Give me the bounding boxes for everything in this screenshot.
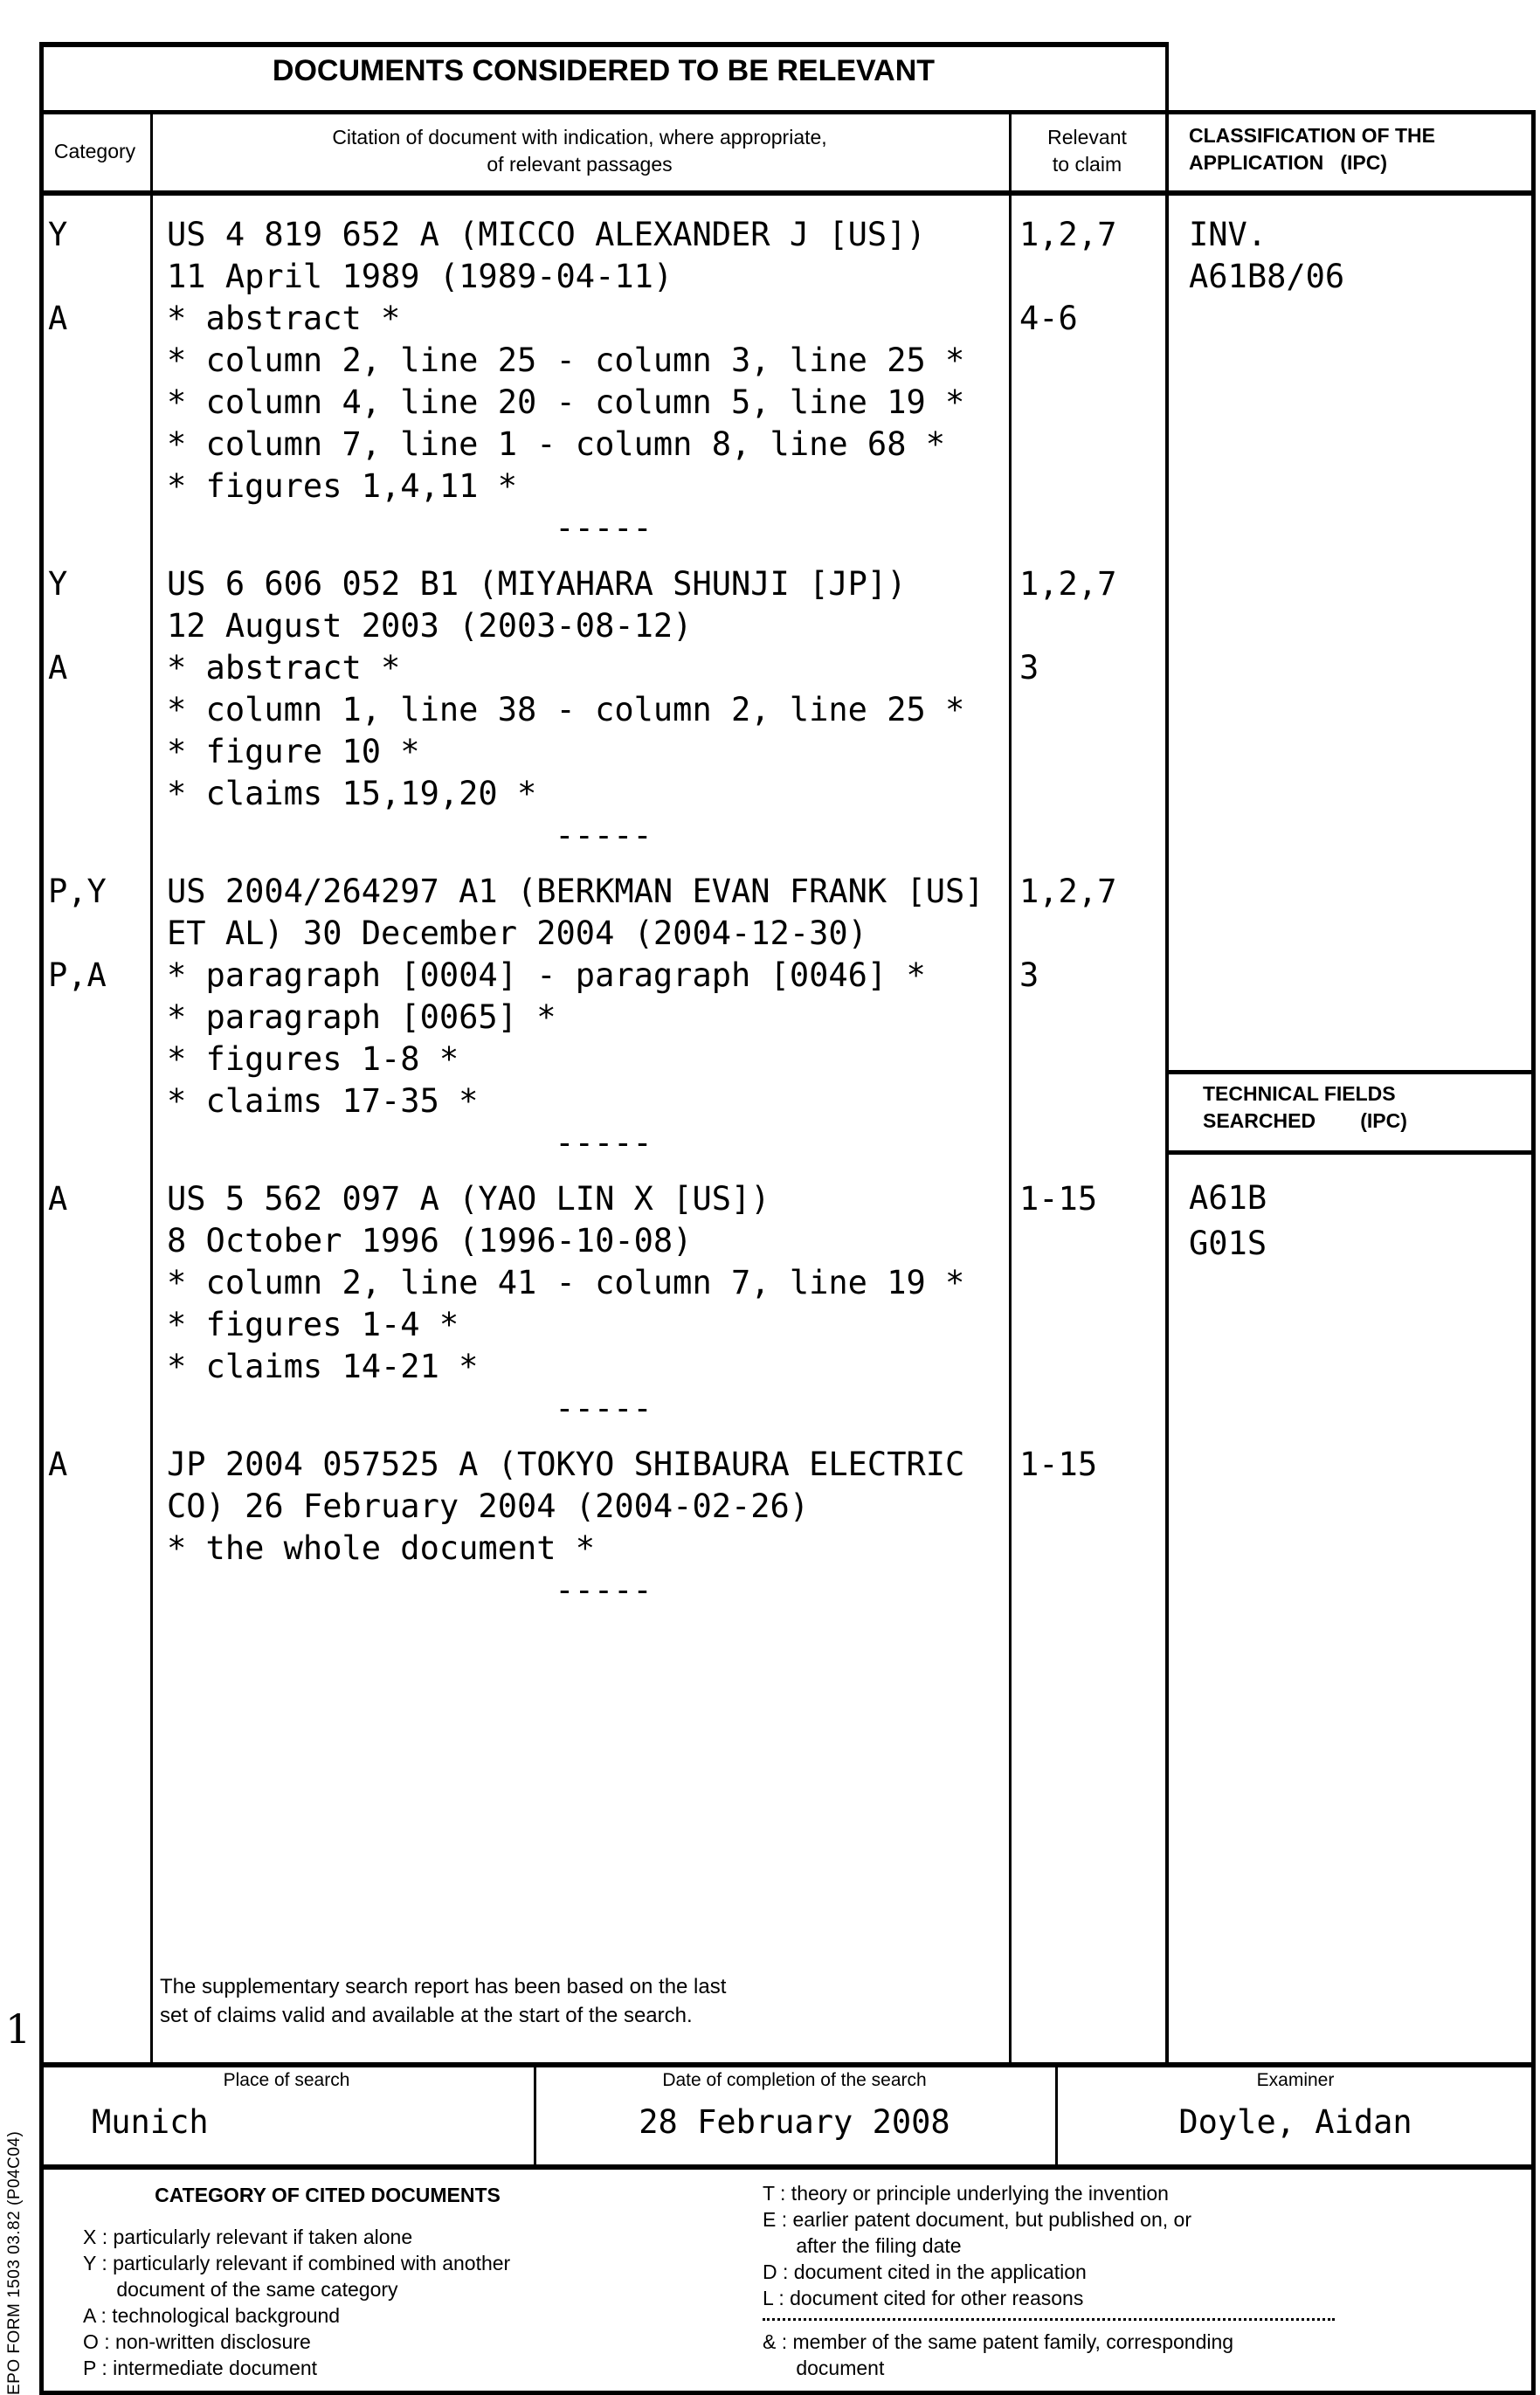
doc5-categories: A: [48, 1446, 68, 1483]
date-of-completion-label: Date of completion of the search: [662, 2070, 927, 2090]
search-report-table: [39, 42, 1536, 2395]
column-header-category: Category: [53, 140, 136, 162]
title-bottom-line: [39, 110, 1536, 114]
doc4-categories: A: [48, 1180, 68, 1218]
doc1-citation: US 4 819 652 A (MICCO ALEXANDER J [US]) 11 April 1989 (1989-04-11) * abstract * * column 2, line 25 - column 3, line 25 * * column 4, line 20 - column 5, line 19 * * column 7, line 1 - column 8, line 68 * * figures 1,4,11 *: [167, 216, 965, 505]
border-bottom: [39, 2391, 1536, 2395]
doc3-categories: P,Y P,A: [48, 873, 107, 994]
epo-form-side-label: EPO FORM 1503 03.82 (P04C04): [5, 2130, 24, 2395]
doc1-claims: 1,2,7 4-6: [1019, 216, 1117, 337]
tech-fields-bottom-line: [1168, 1150, 1536, 1155]
footer-bottom-line: [39, 2164, 1536, 2170]
column-header-citation: Citation of document with indication, where appropriate, of relevant passages: [332, 126, 827, 176]
relevant-divider: [1009, 110, 1012, 2067]
doc2-categories: Y A: [48, 565, 68, 687]
doc5-separator: -----: [555, 1571, 653, 1609]
page-number: 1: [5, 2005, 31, 2053]
doc1-separator: -----: [555, 509, 653, 547]
doc5-citation: JP 2004 057525 A (TOKYO SHIBAURA ELECTRIC CO) 26 February 2004 (2004-02-26) * the whole document *: [167, 1446, 965, 1567]
border-left: [39, 42, 44, 2395]
technical-fields-heading: TECHNICAL FIELDS SEARCHED (IPC): [1203, 1082, 1407, 1132]
doc4-separator: -----: [555, 1390, 653, 1427]
legend-patent-family-note: & : member of the same patent family, corresponding document: [763, 2330, 1234, 2379]
classification-values: INV. A61B8/06: [1189, 216, 1345, 295]
supplementary-search-note: The supplementary search report has been based on the last set of claims valid and available at the start of the search.: [160, 1975, 727, 2027]
doc3-claims: 1,2,7 3: [1019, 873, 1117, 994]
header-bottom-line: [39, 190, 1536, 196]
doc4-citation: US 5 562 097 A (YAO LIN X [US]) 8 October 1996 (1996-10-08) * column 2, line 41 - column 7, line 19 * * figures 1-4 * * claims 14-21 *: [167, 1180, 965, 1385]
dotted-separator: [763, 2318, 1335, 2321]
doc5-claims: 1-15: [1019, 1446, 1098, 1483]
technical-fields-values: A61B G01S: [1189, 1179, 1267, 1262]
examiner-label: Examiner: [1256, 2070, 1335, 2090]
doc1-categories: Y A: [48, 216, 68, 337]
legend-citation-symbols: T : theory or principle underlying the invention E : earlier patent document, but published on, or after the filing date D : document cited in the application L : document cited for other reasons: [763, 2182, 1191, 2309]
doc3-citation: US 2004/264297 A1 (BERKMAN EVAN FRANK [US] ET AL) 30 December 2004 (2004-12-30) * paragraph [0004] - paragraph [0046] * * paragraph [0065] * * figures 1-8 * * claims 17-35 *: [167, 873, 984, 1120]
doc2-claims: 1,2,7 3: [1019, 565, 1117, 687]
doc3-separator: -----: [555, 1124, 653, 1162]
date-of-completion-value: 28 February 2008: [639, 2103, 950, 2141]
column-header-relevant: Relevant to claim: [1047, 126, 1127, 176]
doc2-separator: -----: [555, 817, 653, 854]
table-title: DOCUMENTS CONSIDERED TO BE RELEVANT: [272, 54, 936, 87]
body-bottom-line: [39, 2062, 1536, 2067]
category-divider: [150, 110, 153, 2067]
place-of-search-value: Munich: [92, 2103, 209, 2141]
classification-divider: [1165, 42, 1169, 2067]
doc4-claims: 1-15: [1019, 1180, 1098, 1218]
examiner-value: Doyle, Aidan: [1178, 2103, 1412, 2141]
place-of-search-label: Place of search: [223, 2070, 350, 2090]
tech-fields-top-line: [1168, 1070, 1536, 1074]
doc2-citation: US 6 606 052 B1 (MIYAHARA SHUNJI [JP]) 12 August 2003 (2003-08-12) * abstract * * column 1, line 38 - column 2, line 25 * * figure 10 * * claims 15,19,20 *: [167, 565, 965, 812]
border-right: [1531, 110, 1536, 2395]
legend-cited-document-categories: X : particularly relevant if taken alone Y : particularly relevant if combined with another document of the same category A : technological background O : non-written disclosure P : intermediate document: [83, 2226, 511, 2379]
legend-left-title: CATEGORY OF CITED DOCUMENTS: [155, 2184, 501, 2206]
border-top: [39, 42, 1168, 47]
column-header-classification: CLASSIFICATION OF THE APPLICATION (IPC): [1189, 124, 1435, 174]
